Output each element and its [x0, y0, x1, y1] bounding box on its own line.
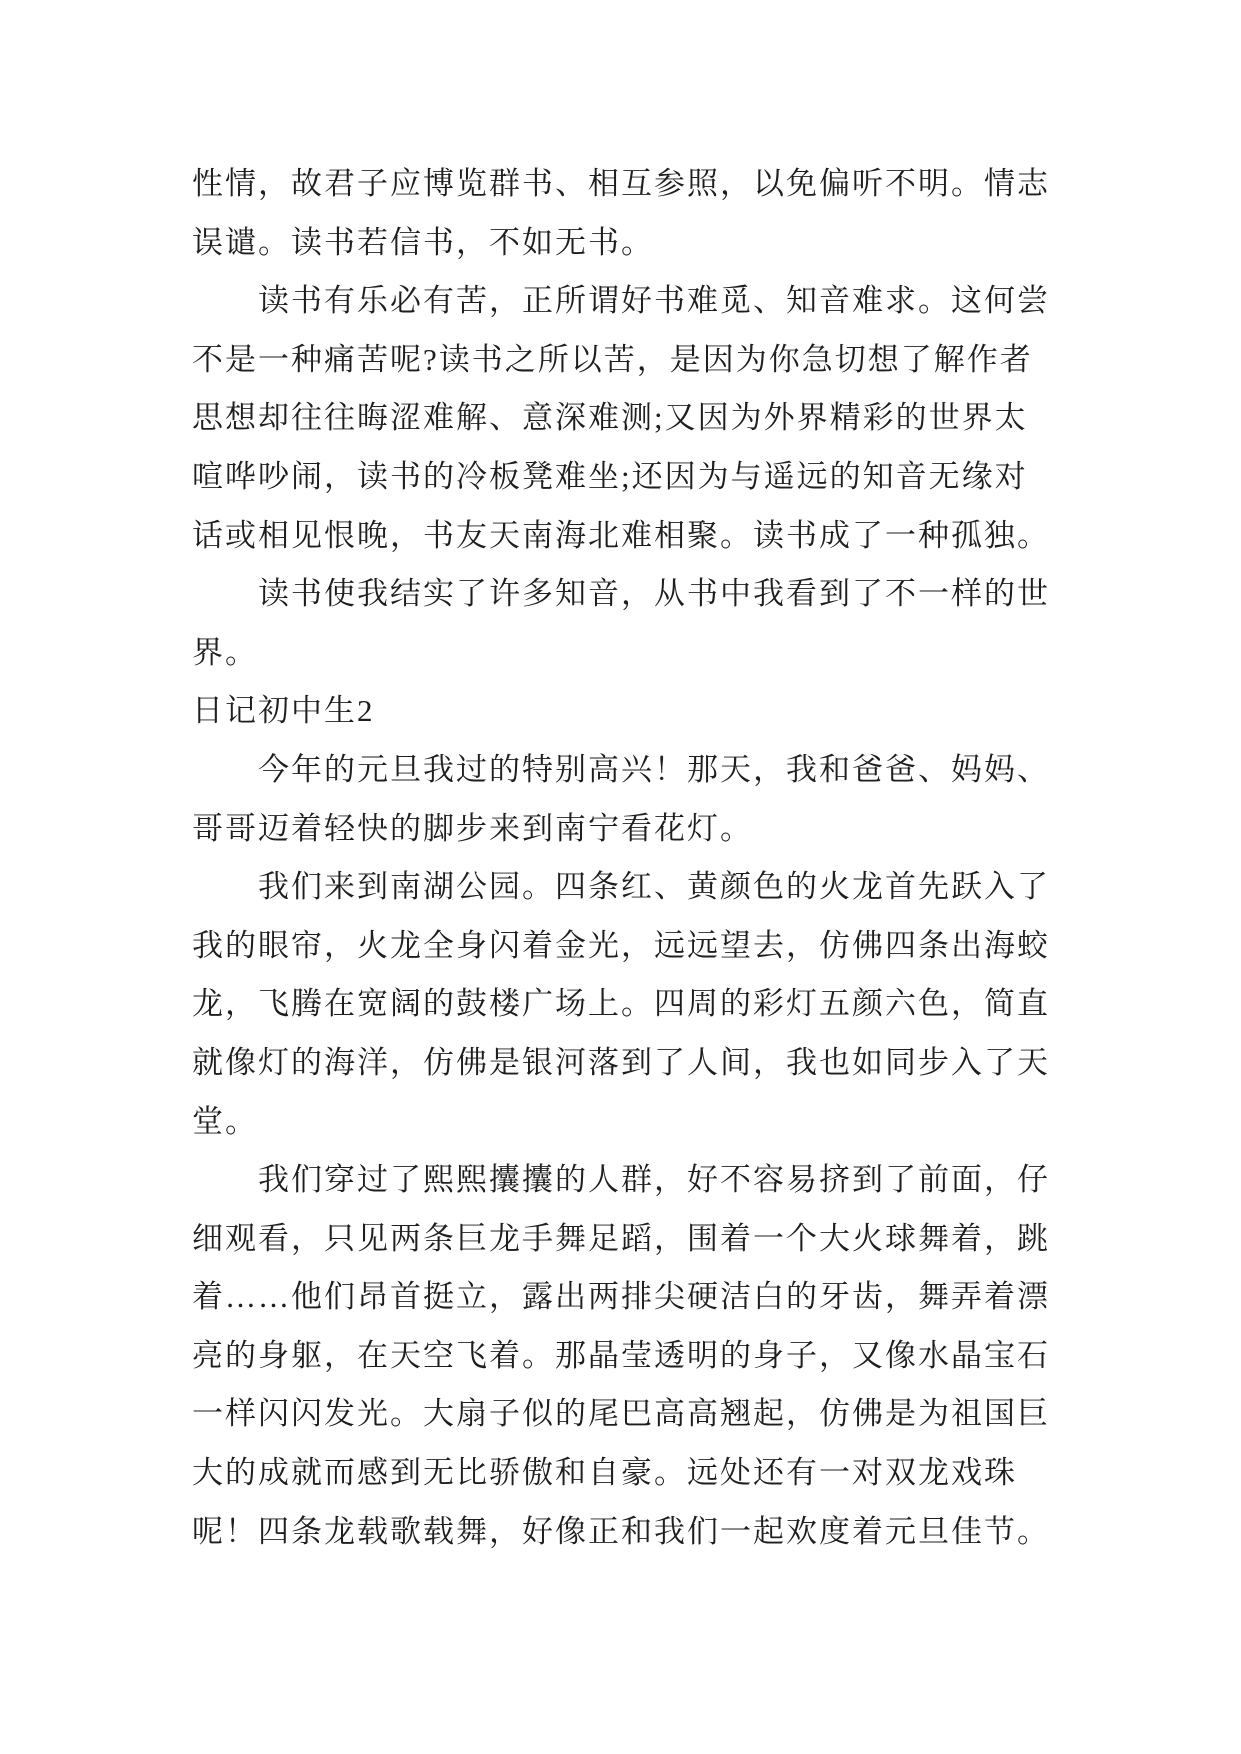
paragraph [192, 565, 1092, 682]
text-line: 我们来到南湖公园。四条红、黄颜色的火龙首先跃入了 [258, 869, 1050, 905]
text-line: 读书使我结实了许多知音，从书中我看到了不一样的世 [258, 576, 1050, 612]
text-line: 堂。 [192, 1103, 258, 1139]
paragraph [192, 155, 1092, 272]
text-line: 误谴。读书若信书，不如无书。 [192, 224, 654, 260]
text-line: 大的成就而感到无比骄傲和自豪。远处还有一对双龙戏珠 [192, 1455, 1017, 1491]
text-line: 今年的元旦我过的特别高兴！那天，我和爸爸、妈妈、 [258, 751, 1050, 787]
section-title: 日记初中生2 [192, 693, 375, 729]
text-line: 性情，故君子应博览群书、相互参照，以免偏听不明。情志 [192, 166, 1050, 201]
text-line: 喧哗吵闹，读书的冷板凳难坐;还因为与遥远的知音无缘对 [192, 458, 1028, 494]
document-body [192, 155, 1092, 1561]
text-line: 着……他们昂首挺立，露出两排尖硬洁白的牙齿，舞弄着漂 [192, 1279, 1050, 1315]
text-line: 思想却往往晦涩难解、意深难测;又因为外界精彩的世界太 [192, 400, 1028, 436]
text-line: 哥哥迈着轻快的脚步来到南宁看花灯。 [192, 810, 753, 846]
text-line: 我们穿过了熙熙攮攮的人群，好不容易挤到了前面，仔 [258, 1162, 1050, 1198]
paragraph [192, 1151, 1092, 1561]
text-line: 话或相见恨晚，书友天南海北难相聚。读书成了一种孤独。 [192, 517, 1050, 553]
text-line: 界。 [192, 634, 258, 670]
text-line: 龙，飞腾在宽阔的鼓楼广场上。四周的彩灯五颜六色，简直 [192, 986, 1050, 1022]
text-line: 不是一种痛苦呢?读书之所以苦，是因为你急切想了解作者 [192, 341, 1033, 377]
text-line: 就像灯的海洋，仿佛是银河落到了人间，我也如同步入了天 [192, 1044, 1050, 1080]
text-line: 亮的身躯，在天空飞着。那晶莹透明的身子，又像水晶宝石 [192, 1337, 1050, 1373]
text-line: 细观看，只见两条巨龙手舞足蹈，围着一个大火球舞着，跳 [192, 1220, 1050, 1256]
text-line: 一样闪闪发光。大扇子似的尾巴高高翘起，仿佛是为祖国巨 [192, 1396, 1050, 1432]
paragraph [192, 272, 1092, 565]
paragraph [192, 741, 1092, 858]
text-line: 读书有乐必有苦，正所谓好书难觅、知音难求。这何尝 [258, 283, 1050, 319]
text-line: 我的眼帘，火龙全身闪着金光，远远望去，仿佛四条出海蛟 [192, 927, 1050, 963]
paragraph [192, 858, 1092, 1151]
text-line: 呢！四条龙载歌载舞，好像正和我们一起欢度着元旦佳节。 [192, 1513, 1050, 1549]
